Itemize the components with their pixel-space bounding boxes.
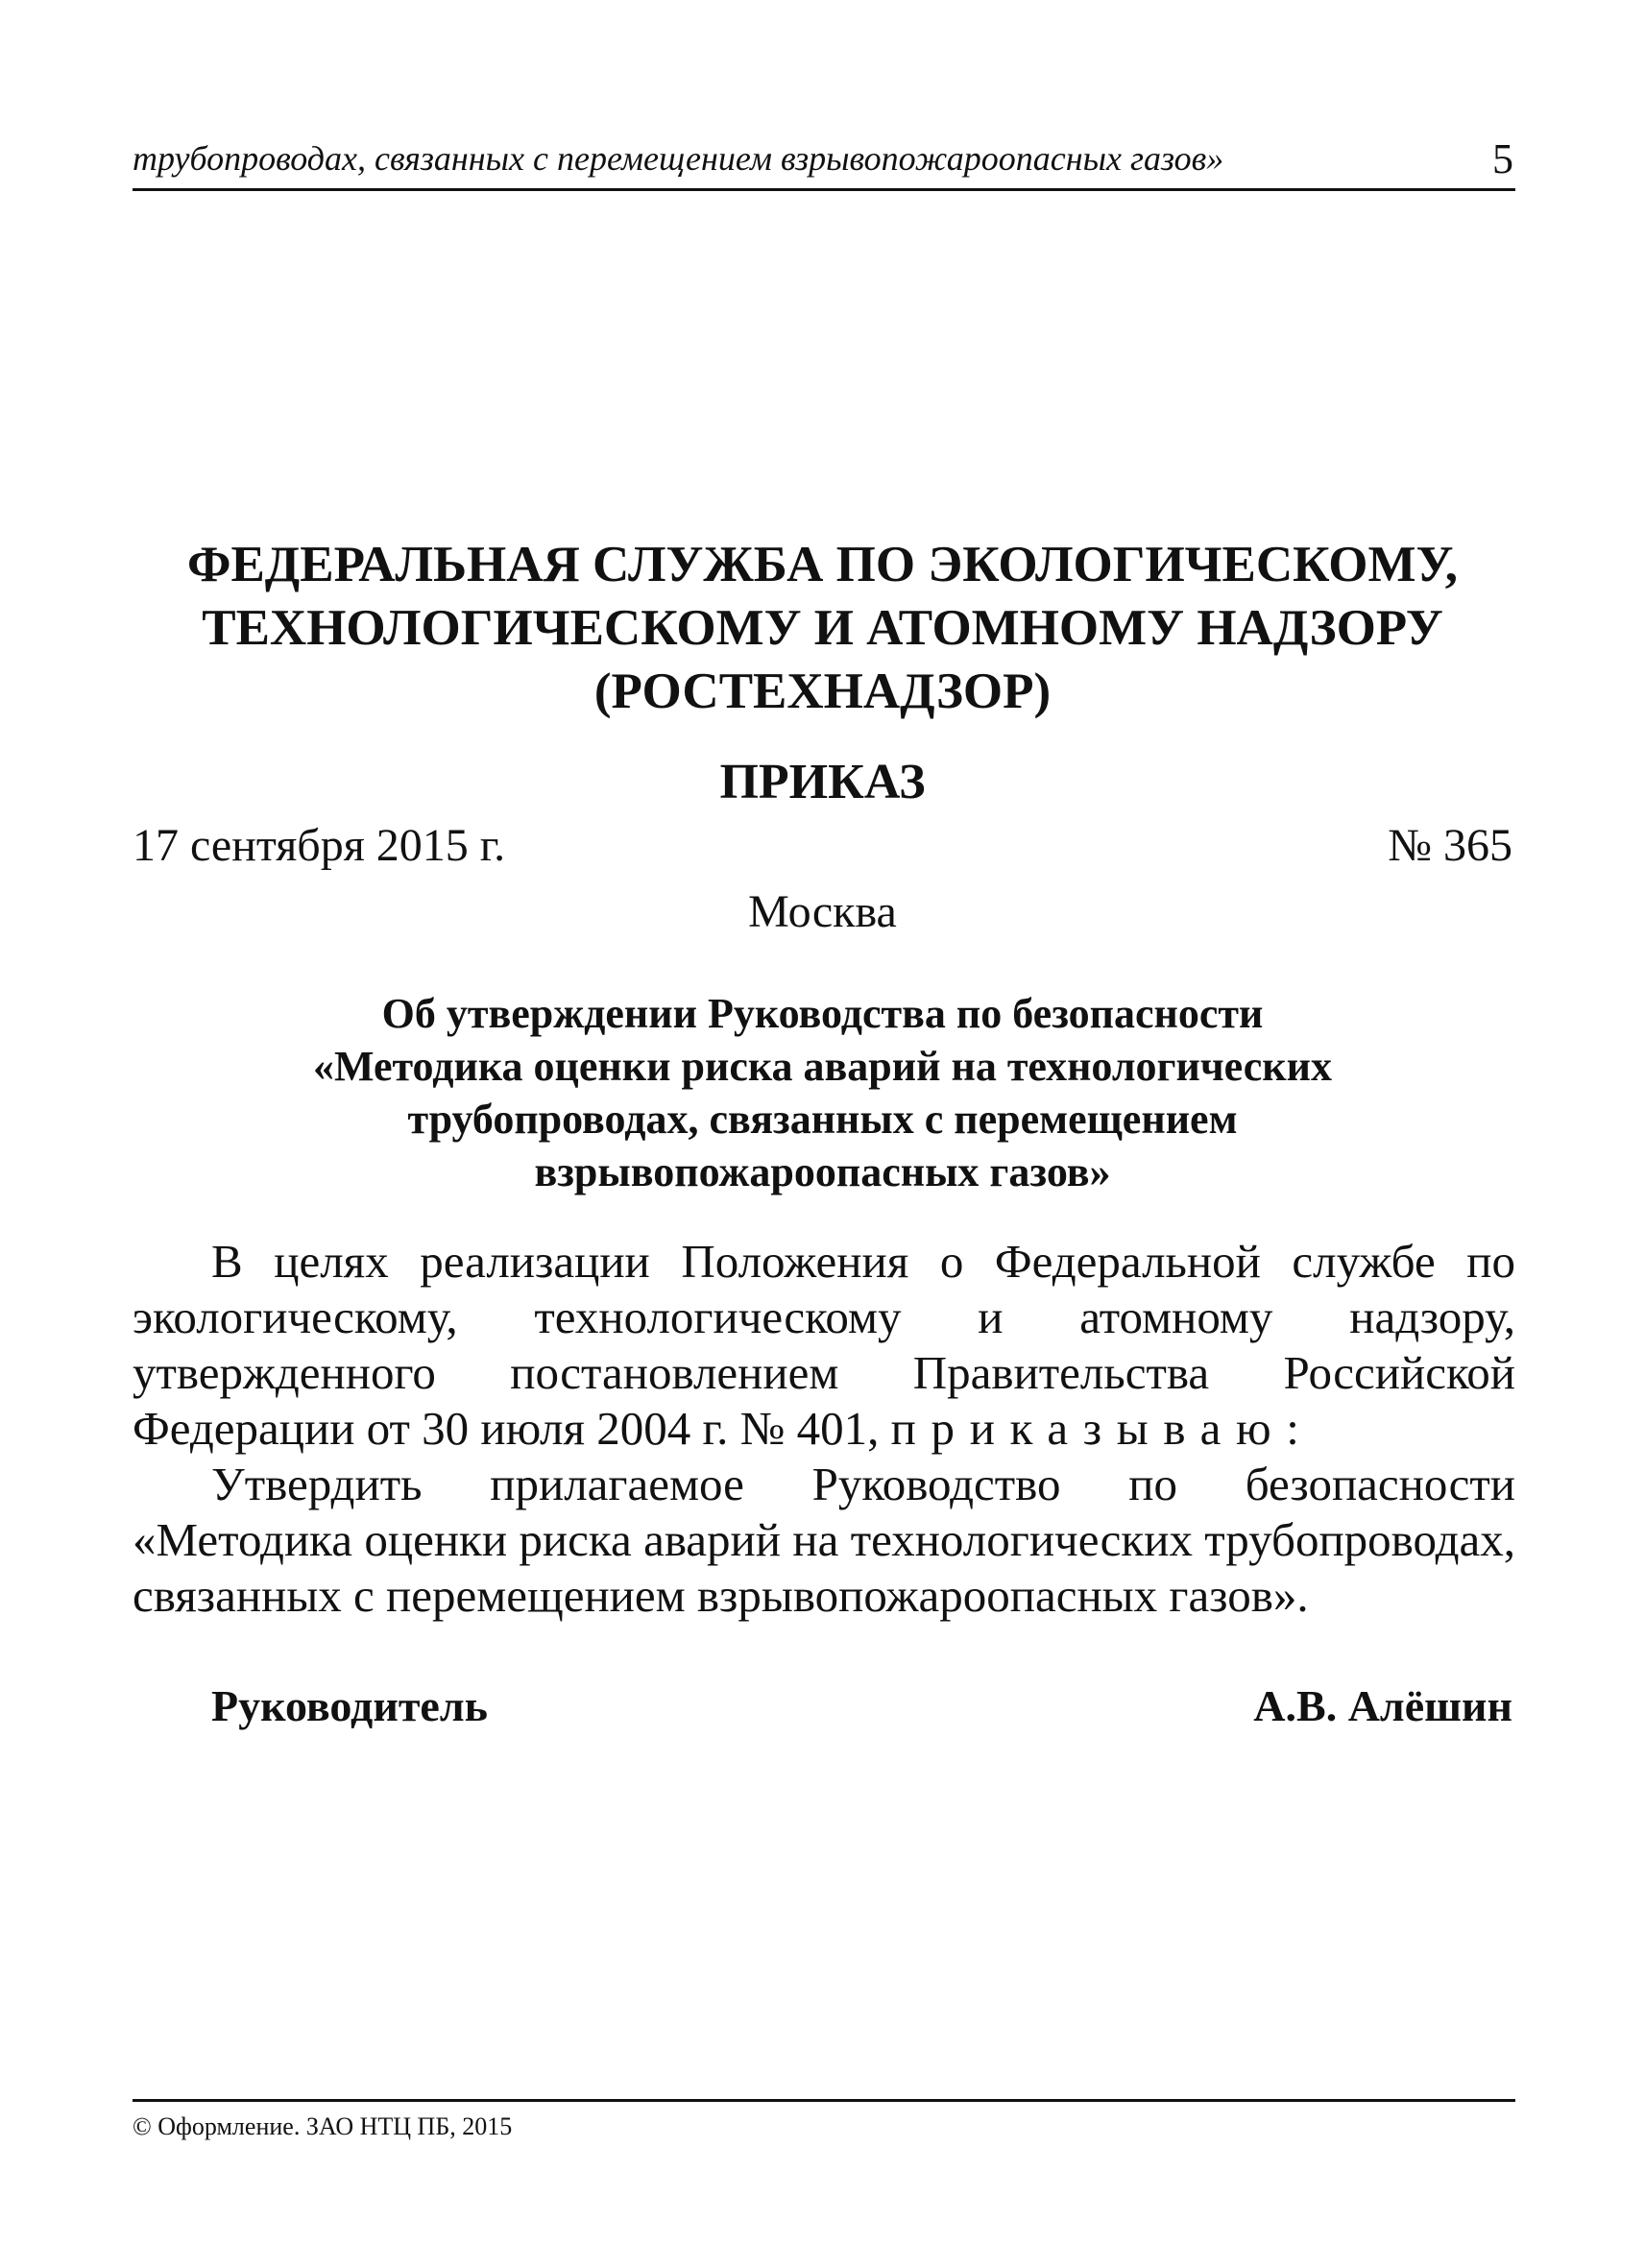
footer-divider bbox=[133, 2099, 1515, 2102]
document-title-line-1: Об утверждении Руководства по безопасности bbox=[381, 990, 1264, 1037]
preamble-text: В целях реализации Положения о Федеральной службе по экологическому, технологическому и атомному надзору, утвержденного постановлением Правительства Российской Федерации от 30 июля 2004 г. № 401, bbox=[133, 1235, 1515, 1455]
agency-line-2: ТЕХНОЛОГИЧЕСКОМУ И АТОМНОМУ НАДЗОРУ bbox=[202, 600, 1443, 656]
command-word: приказываю bbox=[890, 1402, 1287, 1455]
running-head bbox=[133, 134, 1515, 191]
agency-line-3: (РОСТЕХНАДЗОР) bbox=[593, 664, 1052, 719]
page-number: 5 bbox=[1492, 135, 1513, 182]
order-city: Москва bbox=[748, 886, 897, 937]
body-text bbox=[133, 1234, 1515, 1624]
document-title-line-2: «Методика оценки риска аварий на технологических bbox=[313, 1043, 1332, 1090]
document-title-line-4: взрывопожароопасных газов» bbox=[534, 1148, 1111, 1195]
running-head-title: трубопроводах, связанных с перемещением взрывопожароопасных газов» bbox=[133, 139, 1224, 178]
document-title-line-3: трубопроводах, связанных с перемещением bbox=[407, 1096, 1238, 1143]
preamble-end: : bbox=[1286, 1402, 1299, 1455]
order-type: ПРИКАЗ bbox=[719, 755, 926, 809]
signature-name: А.В. Алёшин bbox=[1253, 1681, 1512, 1730]
order-date: 17 сентября 2015 г. bbox=[133, 820, 506, 871]
agency-line-1: ФЕДЕРАЛЬНАЯ СЛУЖБА ПО ЭКОЛОГИЧЕСКОМУ, bbox=[186, 537, 1459, 592]
document-title bbox=[0, 987, 1645, 1198]
paragraph-preamble bbox=[133, 1234, 1515, 1457]
paragraph-resolution: Утвердить прилагаемое Руководство по безопасности «Методика оценки риска аварий на технологических трубопроводах, связанных с перемещением взрывопожароопасных газов». bbox=[133, 1458, 1515, 1622]
order-number: № 365 bbox=[1388, 820, 1512, 871]
footer-copyright: © Оформление. ЗАО НТЦ ПБ, 2015 bbox=[133, 2112, 513, 2140]
signature-role: Руководитель bbox=[211, 1681, 488, 1730]
agency-heading bbox=[0, 533, 1645, 723]
